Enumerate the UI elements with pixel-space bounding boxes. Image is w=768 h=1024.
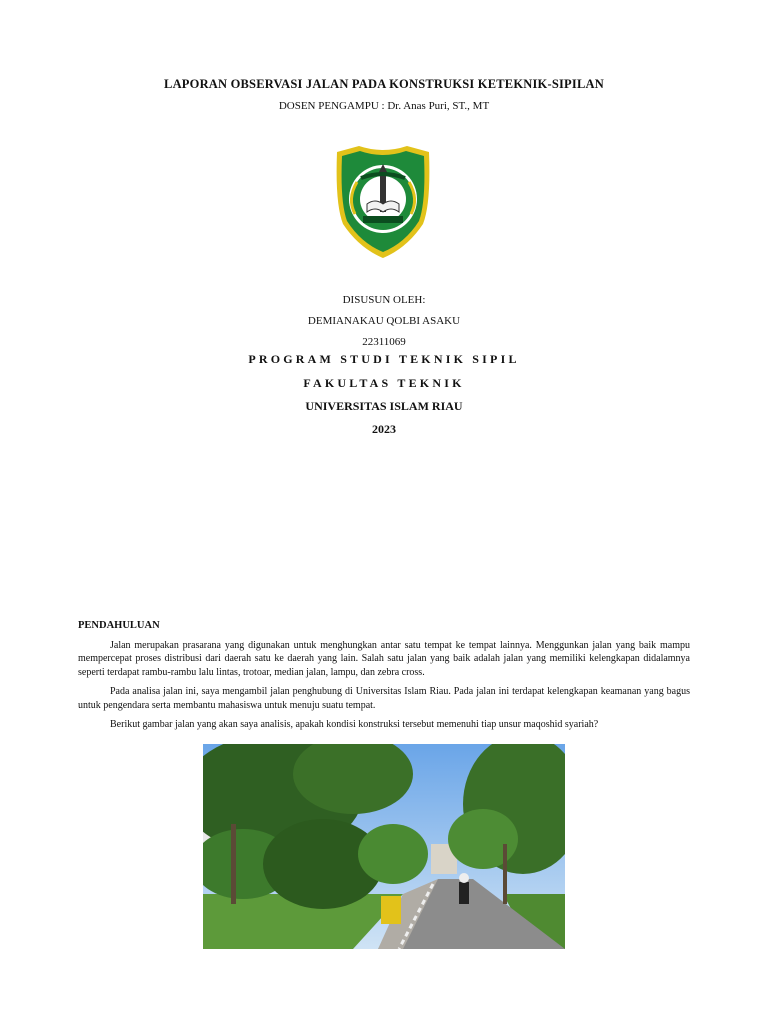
- university-name: UNIVERSITAS ISLAM RIAU: [305, 399, 463, 413]
- campus-road-photo: [203, 744, 565, 949]
- program-name: PROGRAM STUDI TEKNIK SIPIL: [248, 352, 520, 366]
- author-id: 22311069: [362, 336, 406, 348]
- author-block: [0, 290, 768, 353]
- section-heading: PENDAHULUAN: [78, 620, 160, 631]
- author-name: DEMIANAKAU QOLBI ASAKU: [307, 315, 461, 327]
- intro-section: [78, 619, 690, 738]
- author-label: DISUSUN OLEH:: [342, 294, 426, 306]
- lecturer-line: DOSEN PENGAMPU : Dr. Anas Puri, ST., MT: [278, 100, 490, 112]
- paragraph: Jalan merupakan prasarana yang digunakan untuk menghungkan antar satu tempat ke tempat lainnya. Menggunkan jalan yang baik mampu mempercepat proses distribusi dari daerah satu ke daerah yang lain. Salah satu jalan yang baik adalah jalan yang memiliki kelengkapan didalamnya seperti terdapat rambu-rambu lalu lintas, trotoar, median jalan, lampu, dan zebra cross.: [78, 639, 690, 678]
- paragraph: Berikut gambar jalan yang akan saya analisis, apakah kondisi konstruksi tersebut memenuhi tiap unsur maqoshid syariah?: [110, 719, 599, 730]
- paragraph: Pada analisa jalan ini, saya mengambil jalan penghubung di Universitas Islam Riau. Pada jalan ini terdapat kelengkapan keamanan yang bagus untuk pengendara serta membantu mahasiswa untuk menuju suatu tempat.: [78, 686, 690, 711]
- document-title: LAPORAN OBSERVASI JALAN PADA KONSTRUKSI KETEKNIK-SIPILAN: [164, 77, 604, 91]
- report-year: 2023: [372, 422, 396, 436]
- faculty-name: FAKULTAS TEKNIK: [303, 376, 465, 390]
- university-crest-icon: [333, 144, 433, 260]
